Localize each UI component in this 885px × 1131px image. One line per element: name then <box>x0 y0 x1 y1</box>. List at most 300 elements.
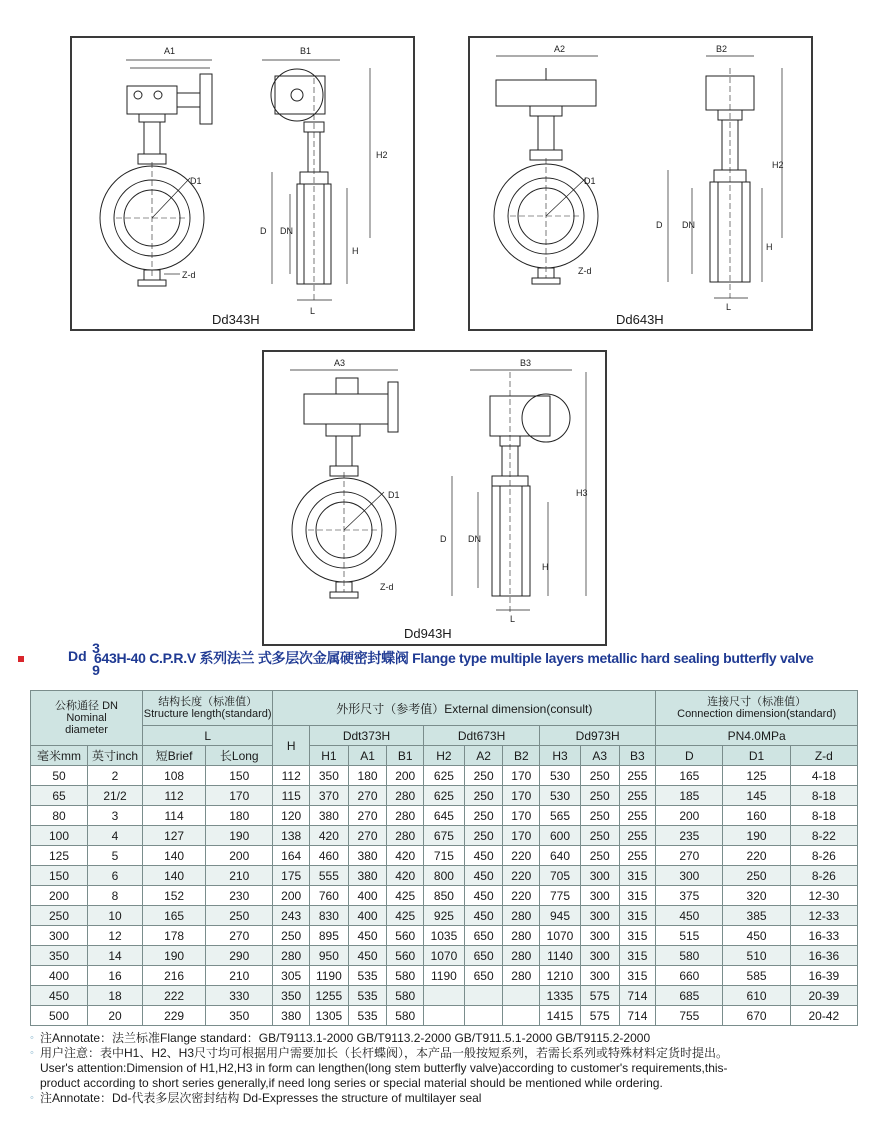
table-cell: 560 <box>387 926 424 946</box>
spec-table <box>30 690 858 1026</box>
table-cell: 200 <box>273 886 310 906</box>
table-cell: 152 <box>143 886 206 906</box>
dim-label-d1: D1 <box>388 490 400 500</box>
table-row <box>31 966 858 986</box>
table-cell: 714 <box>619 986 656 1006</box>
header-structure-cn: 结构长度（标准值） <box>158 696 258 708</box>
dim-label-zd: Z-d <box>182 270 196 280</box>
table-cell: 1210 <box>540 966 581 986</box>
table-cell: 650 <box>464 926 503 946</box>
table-cell <box>424 1006 465 1026</box>
table-cell: 140 <box>143 866 206 886</box>
table-cell: 510 <box>723 946 790 966</box>
dim-label-dn: DN <box>682 220 695 230</box>
table-cell: 216 <box>143 966 206 986</box>
table-cell: 164 <box>273 846 310 866</box>
table-cell: 380 <box>348 846 387 866</box>
table-cell: 670 <box>723 1006 790 1026</box>
dim-label-b: B3 <box>520 358 532 368</box>
table-row <box>31 906 858 926</box>
table-row <box>31 886 858 906</box>
table-cell: 1335 <box>540 986 581 1006</box>
table-cell: 20-42 <box>790 1006 857 1026</box>
dim-label-dn: DN <box>468 534 481 544</box>
table-cell: 350 <box>273 986 310 1006</box>
table-cell: 305 <box>273 966 310 986</box>
table-cell: 8-26 <box>790 846 857 866</box>
table-cell: 450 <box>348 946 387 966</box>
table-cell: 850 <box>424 886 465 906</box>
table-cell: 16 <box>88 966 143 986</box>
table-cell: 300 <box>580 946 619 966</box>
table-cell: 8-18 <box>790 786 857 806</box>
table-cell: 127 <box>143 826 206 846</box>
header-a3: A3 <box>580 746 619 766</box>
note-user-attention-en-1: User's attention:Dimension of H1,H2,H3 in form can lengthen(long stem butterfly valve)according to customer's requirements,this- <box>40 1061 728 1075</box>
table-cell: 170 <box>503 786 540 806</box>
table-cell: 555 <box>310 866 349 886</box>
header-ddt673: Ddt673H <box>424 726 540 746</box>
table-cell: 150 <box>31 866 88 886</box>
dim-label-h: H <box>542 562 549 572</box>
table-cell: 65 <box>31 786 88 806</box>
table-cell: 535 <box>348 966 387 986</box>
table-cell: 575 <box>580 1006 619 1026</box>
table-cell: 250 <box>580 826 619 846</box>
table-cell: 222 <box>143 986 206 1006</box>
table-cell: 80 <box>31 806 88 826</box>
table-cell: 185 <box>656 786 723 806</box>
table-cell: 315 <box>619 966 656 986</box>
table-cell: 112 <box>273 766 310 786</box>
table-cell: 400 <box>348 886 387 906</box>
header-a1: A1 <box>348 746 387 766</box>
table-cell: 760 <box>310 886 349 906</box>
table-cell: 315 <box>619 866 656 886</box>
header-connection-cn: 连接尺寸（标准值） <box>707 696 807 708</box>
table-cell: 950 <box>310 946 349 966</box>
table-cell: 370 <box>310 786 349 806</box>
table-cell: 8-26 <box>790 866 857 886</box>
table-cell: 1190 <box>424 966 465 986</box>
header-d1: D1 <box>723 746 790 766</box>
table-cell: 375 <box>656 886 723 906</box>
table-cell: 380 <box>273 1006 310 1026</box>
table-cell: 625 <box>424 786 465 806</box>
table-row <box>31 1006 858 1026</box>
table-cell: 108 <box>143 766 206 786</box>
bullet-icon: ◦ <box>30 1032 34 1044</box>
header-long: 长Long <box>206 746 273 766</box>
table-cell: 12-30 <box>790 886 857 906</box>
dim-label-zd: Z-d <box>578 266 592 276</box>
drawing-caption: Dd943H <box>404 626 452 641</box>
table-cell: 300 <box>580 966 619 986</box>
table-cell: 20 <box>88 1006 143 1026</box>
note-text: 用户注意：表中H1、H2、H3尺寸均可根据用户需要加长（长杆蝶阀），本产品一般按短系列，若需长系列或特殊材料定货时提出。 <box>40 1046 729 1060</box>
table-cell: 420 <box>387 866 424 886</box>
table-cell <box>503 1006 540 1026</box>
table-cell: 450 <box>464 886 503 906</box>
header-connection <box>656 691 858 726</box>
table-cell: 2 <box>88 766 143 786</box>
table-cell: 280 <box>387 786 424 806</box>
table-cell: 4-18 <box>790 766 857 786</box>
dim-label-dn: DN <box>280 226 293 236</box>
table-cell: 250 <box>464 786 503 806</box>
table-cell: 315 <box>619 906 656 926</box>
table-cell: 535 <box>348 1006 387 1026</box>
table-cell: 280 <box>503 906 540 926</box>
table-cell: 715 <box>424 846 465 866</box>
table-cell: 1070 <box>540 926 581 946</box>
table-cell: 250 <box>580 786 619 806</box>
table-cell: 200 <box>206 846 273 866</box>
table-cell: 125 <box>31 846 88 866</box>
table-cell: 320 <box>723 886 790 906</box>
table-cell: 300 <box>580 906 619 926</box>
title-stack-bottom: 9 <box>92 662 100 678</box>
table-cell: 300 <box>580 866 619 886</box>
table-cell: 255 <box>619 766 656 786</box>
table-cell: 895 <box>310 926 349 946</box>
title-prefix: Dd <box>68 648 87 664</box>
table-cell: 150 <box>206 766 273 786</box>
header-b2: B2 <box>503 746 540 766</box>
table-cell: 220 <box>503 866 540 886</box>
table-cell: 420 <box>310 826 349 846</box>
valve-drawing-dd343h <box>72 38 413 329</box>
table-cell: 640 <box>540 846 581 866</box>
table-cell: 180 <box>348 766 387 786</box>
table-cell: 270 <box>348 786 387 806</box>
table-cell: 530 <box>540 766 581 786</box>
notes-section <box>30 1031 870 1106</box>
table-cell: 250 <box>273 926 310 946</box>
dim-label-h: H <box>766 242 773 252</box>
table-cell: 20-39 <box>790 986 857 1006</box>
note-text: 注Annotate：法兰标准Flange standard：GB/T9113.1-2000 GB/T9113.2-2000 GB/T911.5.1-2000 GB/T9115.2-2000 <box>40 1031 651 1045</box>
drawing-panel-dd343h <box>70 36 415 331</box>
table-cell: 170 <box>503 766 540 786</box>
table-cell: 140 <box>143 846 206 866</box>
table-cell: 200 <box>387 766 424 786</box>
table-cell: 775 <box>540 886 581 906</box>
header-structure-en: Structure length(standard) <box>143 708 272 720</box>
table-cell: 610 <box>723 986 790 1006</box>
dim-label-l: L <box>510 614 516 624</box>
table-cell: 229 <box>143 1006 206 1026</box>
table-cell: 8 <box>88 886 143 906</box>
table-cell: 18 <box>88 986 143 1006</box>
drawing-panel-dd643h <box>468 36 813 331</box>
table-cell: 500 <box>31 1006 88 1026</box>
table-cell: 280 <box>273 946 310 966</box>
table-cell: 675 <box>424 826 465 846</box>
dim-label-b: B1 <box>300 46 312 56</box>
table-cell: 220 <box>503 886 540 906</box>
table-row <box>31 946 858 966</box>
dim-label-h3: H3 <box>576 488 588 498</box>
table-cell: 250 <box>580 766 619 786</box>
table-cell: 280 <box>503 946 540 966</box>
table-cell: 115 <box>273 786 310 806</box>
table-cell: 450 <box>348 926 387 946</box>
table-cell: 250 <box>580 846 619 866</box>
table-cell: 112 <box>143 786 206 806</box>
table-cell: 190 <box>206 826 273 846</box>
header-L: L <box>143 726 273 746</box>
table-cell: 180 <box>206 806 273 826</box>
table-cell: 250 <box>723 866 790 886</box>
table-cell: 330 <box>206 986 273 1006</box>
table-cell: 714 <box>619 1006 656 1026</box>
table-cell: 255 <box>619 786 656 806</box>
table-row <box>31 806 858 826</box>
table-cell: 625 <box>424 766 465 786</box>
table-cell: 270 <box>348 826 387 846</box>
note-user-attention <box>30 1046 870 1061</box>
valve-drawing-dd943h <box>264 352 605 644</box>
header-h1: H1 <box>310 746 349 766</box>
bullet-icon: ◦ <box>30 1092 34 1104</box>
note-dd-structure <box>30 1091 870 1106</box>
table-cell: 350 <box>310 766 349 786</box>
table-row <box>31 786 858 806</box>
table-cell: 585 <box>723 966 790 986</box>
table-cell: 12-33 <box>790 906 857 926</box>
header-nominal-en2: diameter <box>65 724 108 736</box>
table-cell: 4 <box>88 826 143 846</box>
table-cell: 178 <box>143 926 206 946</box>
table-cell: 1415 <box>540 1006 581 1026</box>
table-cell: 21/2 <box>88 786 143 806</box>
table-cell: 565 <box>540 806 581 826</box>
table-cell: 100 <box>31 826 88 846</box>
table-cell <box>464 1006 503 1026</box>
dim-label-a: A1 <box>164 46 176 56</box>
table-cell: 300 <box>31 926 88 946</box>
table-cell: 280 <box>503 966 540 986</box>
header-h3: H3 <box>540 746 581 766</box>
table-cell: 925 <box>424 906 465 926</box>
table-cell: 315 <box>619 946 656 966</box>
table-cell: 300 <box>656 866 723 886</box>
table-cell: 220 <box>503 846 540 866</box>
table-cell: 250 <box>464 826 503 846</box>
table-cell: 460 <box>310 846 349 866</box>
table-cell: 160 <box>723 806 790 826</box>
dim-label-l: L <box>310 306 316 316</box>
table-cell: 255 <box>619 826 656 846</box>
table-cell: 50 <box>31 766 88 786</box>
table-cell: 450 <box>464 906 503 926</box>
table-cell: 210 <box>206 866 273 886</box>
table-cell: 450 <box>656 906 723 926</box>
header-a2: A2 <box>464 746 503 766</box>
table-cell: 425 <box>387 886 424 906</box>
table-cell: 138 <box>273 826 310 846</box>
table-cell: 420 <box>387 846 424 866</box>
table-cell: 380 <box>310 806 349 826</box>
note-text: 注Annotate：Dd-代表多层次密封结构 Dd-Expresses the structure of multilayer seal <box>40 1091 482 1105</box>
table-cell: 580 <box>387 986 424 1006</box>
table-cell: 535 <box>348 986 387 1006</box>
table-cell: 170 <box>503 826 540 846</box>
table-cell: 755 <box>656 1006 723 1026</box>
table-cell: 190 <box>723 826 790 846</box>
table-cell <box>424 986 465 1006</box>
header-d: D <box>656 746 723 766</box>
header-zd: Z-d <box>790 746 857 766</box>
table-cell: 114 <box>143 806 206 826</box>
table-cell: 6 <box>88 866 143 886</box>
drawing-caption: Dd343H <box>212 312 260 327</box>
table-cell: 580 <box>387 1006 424 1026</box>
header-external: 外形尺寸（参考值）External dimension(consult) <box>273 691 656 726</box>
table-cell: 10 <box>88 906 143 926</box>
table-cell: 385 <box>723 906 790 926</box>
table-row <box>31 766 858 786</box>
table-cell: 250 <box>580 806 619 826</box>
table-cell: 450 <box>723 926 790 946</box>
table-cell: 8-22 <box>790 826 857 846</box>
header-h2: H2 <box>424 746 465 766</box>
table-cell: 220 <box>723 846 790 866</box>
table-cell: 705 <box>540 866 581 886</box>
table-cell: 300 <box>580 886 619 906</box>
table-row <box>31 826 858 846</box>
table-cell: 14 <box>88 946 143 966</box>
table-cell: 530 <box>540 786 581 806</box>
section-title <box>18 640 878 686</box>
dim-label-h2: H2 <box>376 150 388 160</box>
table-cell: 315 <box>619 926 656 946</box>
table-cell: 16-39 <box>790 966 857 986</box>
table-cell: 400 <box>348 906 387 926</box>
table-cell: 380 <box>348 866 387 886</box>
table-cell: 190 <box>143 946 206 966</box>
table-cell: 1140 <box>540 946 581 966</box>
table-cell: 210 <box>206 966 273 986</box>
table-cell: 280 <box>503 926 540 946</box>
title-bullet <box>18 656 24 662</box>
table-row <box>31 926 858 946</box>
table-cell: 250 <box>206 906 273 926</box>
header-pn: PN4.0MPa <box>656 726 858 746</box>
table-cell: 145 <box>723 786 790 806</box>
table-cell: 255 <box>619 846 656 866</box>
table-cell: 170 <box>503 806 540 826</box>
table-cell: 560 <box>387 946 424 966</box>
header-H: H <box>273 726 310 766</box>
table-cell: 280 <box>387 806 424 826</box>
header-inch: 英寸inch <box>88 746 143 766</box>
table-cell: 580 <box>656 946 723 966</box>
table-cell: 575 <box>580 986 619 1006</box>
table-cell: 830 <box>310 906 349 926</box>
header-ddt373: Ddt373H <box>310 726 424 746</box>
table-cell: 350 <box>31 946 88 966</box>
table-cell: 250 <box>464 766 503 786</box>
table-cell: 250 <box>464 806 503 826</box>
table-cell: 450 <box>31 986 88 1006</box>
title-stack-top: 3 <box>92 640 100 656</box>
title-text: 643H-40 C.P.R.V 系列法兰 式多层次金属硬密封蝶阀 Flange type multiple layers metallic hard sealing butterfly valve <box>94 650 814 666</box>
drawing-caption: Dd643H <box>616 312 664 327</box>
table-cell: 650 <box>464 966 503 986</box>
header-dd973: Dd973H <box>540 726 656 746</box>
table-cell: 230 <box>206 886 273 906</box>
table-cell: 270 <box>206 926 273 946</box>
table-cell: 16-33 <box>790 926 857 946</box>
dim-label-a: A3 <box>334 358 346 368</box>
table-cell: 270 <box>656 846 723 866</box>
dim-label-d: D <box>260 226 267 236</box>
header-mm: 毫米mm <box>31 746 88 766</box>
table-cell: 290 <box>206 946 273 966</box>
header-b1: B1 <box>387 746 424 766</box>
table-cell: 12 <box>88 926 143 946</box>
table-cell: 660 <box>656 966 723 986</box>
table-cell: 1070 <box>424 946 465 966</box>
header-b3: B3 <box>619 746 656 766</box>
table-cell: 16-36 <box>790 946 857 966</box>
table-cell: 3 <box>88 806 143 826</box>
valve-drawing-dd643h <box>470 38 811 329</box>
spec-table-body <box>31 766 858 1026</box>
dim-label-a: A2 <box>554 44 566 54</box>
table-row <box>31 986 858 1006</box>
table-cell: 1305 <box>310 1006 349 1026</box>
table-cell: 650 <box>464 946 503 966</box>
table-cell: 315 <box>619 886 656 906</box>
table-cell: 600 <box>540 826 581 846</box>
table-cell: 400 <box>31 966 88 986</box>
table-cell: 250 <box>31 906 88 926</box>
table-cell: 425 <box>387 906 424 926</box>
table-cell: 945 <box>540 906 581 926</box>
dim-label-d: D <box>440 534 447 544</box>
table-cell: 1035 <box>424 926 465 946</box>
table-cell: 280 <box>387 826 424 846</box>
table-cell: 165 <box>143 906 206 926</box>
table-cell: 450 <box>464 866 503 886</box>
note-user-attention-en-2: product according to short series generally,if need long series or special material should be mentioned while ordering. <box>40 1076 663 1090</box>
table-cell: 170 <box>206 786 273 806</box>
bullet-icon: ◦ <box>30 1047 34 1059</box>
table-cell: 165 <box>656 766 723 786</box>
table-cell: 685 <box>656 986 723 1006</box>
table-cell: 120 <box>273 806 310 826</box>
table-cell: 175 <box>273 866 310 886</box>
header-nominal <box>31 691 143 746</box>
dim-label-d1: D1 <box>190 176 202 186</box>
table-row <box>31 866 858 886</box>
table-cell <box>464 986 503 1006</box>
dim-label-d1: D1 <box>584 176 596 186</box>
header-connection-en: Connection dimension(standard) <box>677 708 837 720</box>
table-cell: 1190 <box>310 966 349 986</box>
dim-label-l: L <box>726 302 732 312</box>
dim-label-d: D <box>656 220 663 230</box>
table-cell: 8-18 <box>790 806 857 826</box>
note-flange-standard <box>30 1031 870 1046</box>
table-cell: 200 <box>656 806 723 826</box>
table-cell: 450 <box>464 846 503 866</box>
header-nominal-cn: 公称通径 DN <box>55 700 118 712</box>
table-cell: 645 <box>424 806 465 826</box>
